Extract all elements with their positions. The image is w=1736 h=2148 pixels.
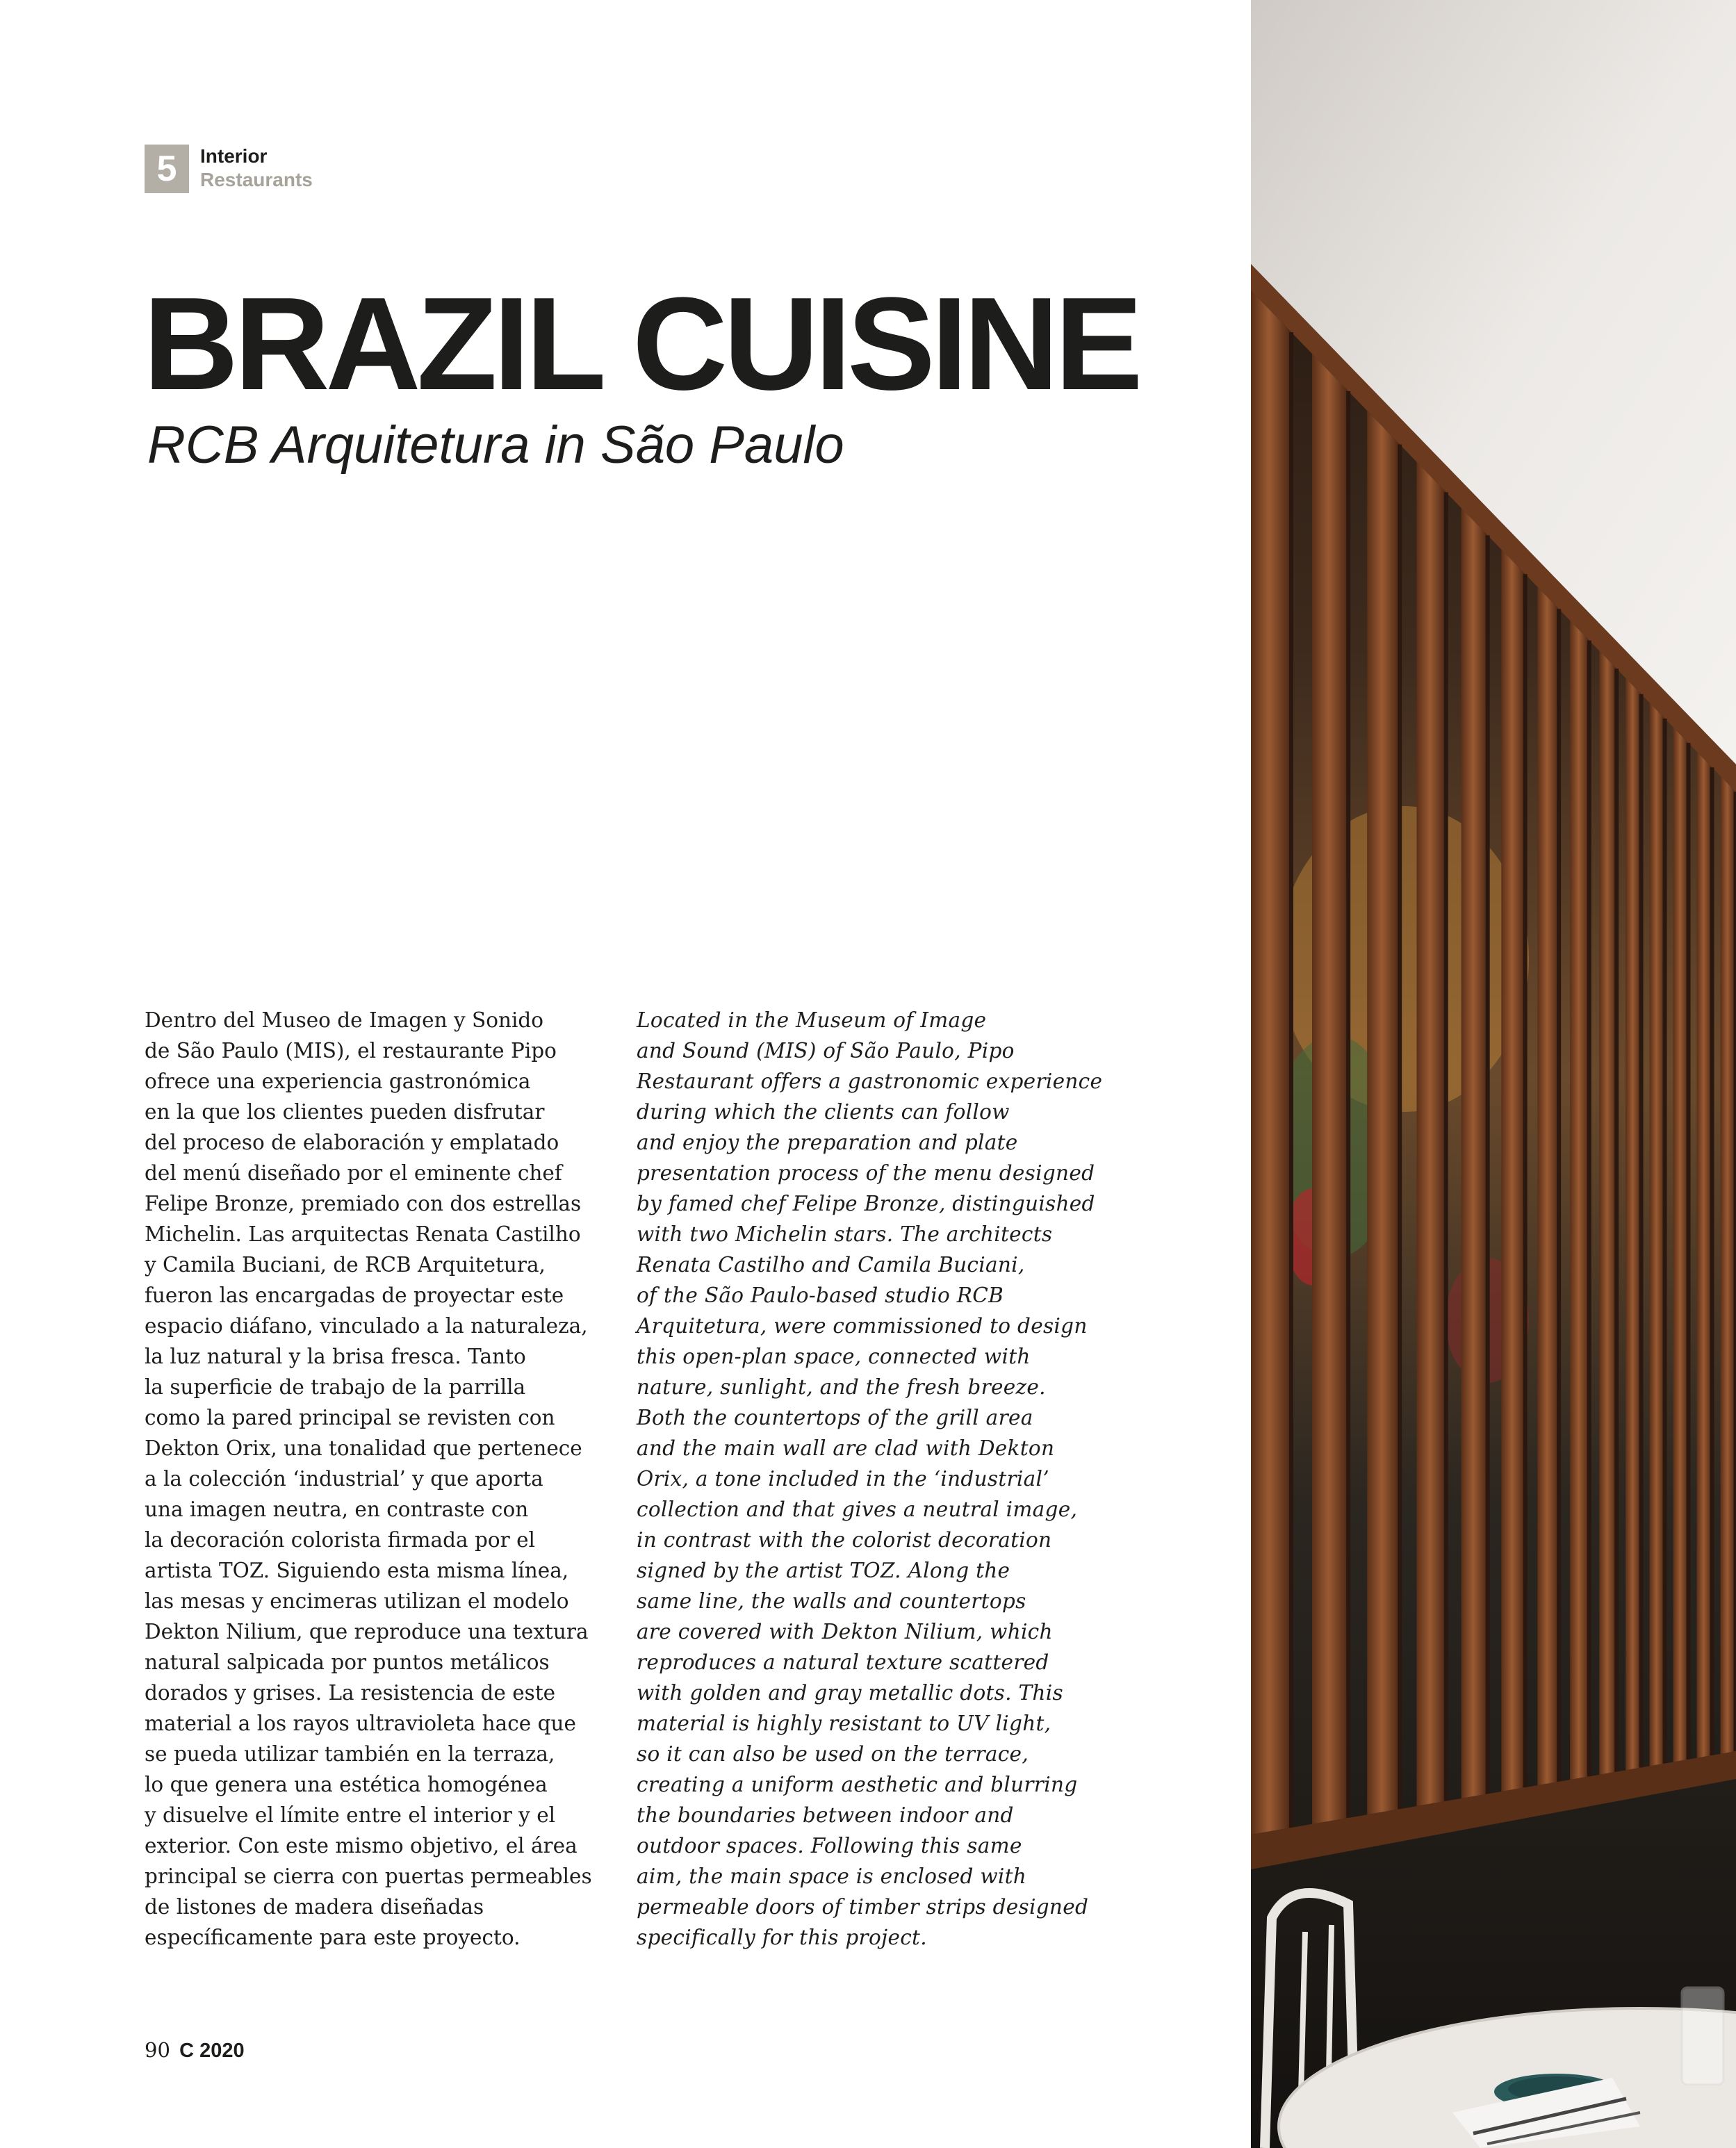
es-line: la luz natural y la brisa fresca. Tanto	[145, 1345, 526, 1368]
en-line: nature, sunlight, and the fresh breeze.	[637, 1375, 1046, 1399]
timber-slat	[1650, 703, 1665, 1766]
timber-slat	[1501, 550, 1525, 1792]
es-line: fueron las encargadas de proyectar este	[145, 1284, 564, 1307]
en-line: signed by the artist TOZ. Along the	[637, 1559, 1010, 1582]
en-line: and enjoy the preparation and plate	[637, 1131, 1018, 1154]
restaurant-photo	[1251, 0, 1736, 2148]
en-line: same line, the walls and countertops	[637, 1589, 1026, 1613]
es-line: y disuelve el límite entre el interior y el	[145, 1803, 556, 1827]
es-line: ofrece una experiencia gastronómica	[145, 1069, 531, 1093]
en-line: Restaurant offers a gastronomic experience	[637, 1069, 1103, 1093]
timber-slat	[1697, 752, 1712, 1758]
section-tag	[145, 145, 313, 193]
en-line: and Sound (MIS) of São Paulo, Pipo	[637, 1039, 1015, 1063]
en-line: collection and that gives a neutral image,	[637, 1498, 1078, 1521]
page-folio	[145, 2036, 245, 2065]
es-line: y Camila Buciani, de RCB Arquitetura,	[145, 1253, 546, 1277]
es-line: material a los rayos ultravioleta hace que	[145, 1712, 576, 1735]
en-line: during which the clients can follow	[637, 1100, 1010, 1124]
page-number: 90	[145, 2038, 170, 2062]
es-line: lo que genera una estética homogénea	[145, 1773, 548, 1796]
en-line: and the main wall are clad with Dekton	[637, 1436, 1055, 1460]
es-line: Dekton Nilium, que reproduce una textura	[145, 1620, 589, 1643]
en-line: material is highly resistant to UV light,	[637, 1712, 1051, 1735]
es-line: dorados y grises. La resistencia de este	[145, 1681, 556, 1705]
magazine-issue: C 2020	[179, 2040, 245, 2062]
section-subcategory: Restaurants	[200, 169, 313, 190]
article-title: BRAZIL CUISINE	[143, 270, 1139, 418]
es-line: las mesas y encimeras utilizan el modelo	[145, 1589, 569, 1613]
article-subtitle: RCB Arquitetura in São Paulo	[147, 416, 844, 475]
es-line: específicamente para este proyecto.	[145, 1926, 521, 1949]
en-line: in contrast with the colorist decoration	[637, 1528, 1052, 1552]
en-line: presentation process of the menu designed	[637, 1161, 1095, 1185]
es-line: del menú diseñado por el eminente chef	[145, 1161, 562, 1185]
section-category: Interior	[200, 145, 268, 167]
en-line: Located in the Museum of Image	[637, 1008, 987, 1032]
es-line: de São Paulo (MIS), el restaurante Pipo	[145, 1039, 557, 1063]
timber-slat	[1312, 354, 1348, 1824]
en-line: reproduces a natural texture scattered	[637, 1650, 1049, 1674]
es-line: la decoración colorista firmada por el	[145, 1528, 535, 1552]
timber-slat	[1461, 508, 1488, 1798]
timber-slat	[1626, 678, 1641, 1771]
en-line: Orix, a tone included in the ‘industrial’	[637, 1467, 1049, 1491]
es-line: espacio diáfano, vinculado a la naturaleza,	[145, 1314, 588, 1338]
es-line: Felipe Bronze, premiado con dos estrellas	[145, 1192, 582, 1215]
timber-slat	[1416, 462, 1446, 1806]
body-text-english	[637, 1005, 1102, 1953]
en-line: with golden and gray metallic dots. This	[637, 1681, 1063, 1705]
en-line: so it can also be used on the terrace,	[637, 1742, 1029, 1766]
es-line: se pueda utilizar también en la terraza,	[145, 1742, 555, 1766]
en-line: this open-plan space, connected with	[637, 1345, 1031, 1368]
es-line: Dekton Orix, una tonalidad que pertenece	[145, 1436, 582, 1460]
timber-slat	[1673, 727, 1689, 1762]
es-line: una imagen neutra, en contraste con	[145, 1498, 529, 1521]
es-line: Michelin. Las arquitectas Renata Castilho	[145, 1222, 581, 1246]
timber-slat	[1367, 411, 1400, 1814]
es-line: exterior. Con este mismo objetivo, el área	[145, 1834, 578, 1858]
en-line: specifically for this project.	[637, 1926, 927, 1949]
en-line: are covered with Dekton Nilium, which	[637, 1620, 1053, 1643]
en-line: outdoor spaces. Following this same	[637, 1834, 1022, 1858]
en-line: permeable doors of timber strips designed	[637, 1895, 1089, 1919]
en-line: Renata Castilho and Camila Buciani,	[637, 1253, 1025, 1277]
es-line: del proceso de elaboración y emplatado	[145, 1131, 559, 1154]
es-line: Dentro del Museo de Imagen y Sonido	[145, 1008, 544, 1032]
en-line: the boundaries between indoor and	[637, 1803, 1014, 1827]
body-text-spanish	[145, 1005, 592, 1953]
timber-slat	[1570, 621, 1589, 1780]
timber-slat	[1537, 587, 1559, 1786]
es-line: natural salpicada por puntos metálicos	[145, 1650, 550, 1674]
timber-slat	[1251, 290, 1291, 1835]
es-line: en la que los clientes pueden disfrutar	[145, 1100, 545, 1124]
en-line: by famed chef Felipe Bronze, distinguished	[637, 1192, 1095, 1215]
es-line: la superficie de trabajo de la parrilla	[145, 1375, 526, 1399]
timber-slat	[1599, 650, 1616, 1774]
en-line: creating a uniform aesthetic and blurring	[637, 1773, 1078, 1796]
section-labels	[200, 145, 313, 192]
es-line: a la colección ‘industrial’ y que aporta	[145, 1467, 543, 1491]
es-line: de listones de madera diseñadas	[145, 1895, 484, 1919]
es-line: artista TOZ. Siguiendo esta misma línea,	[145, 1559, 569, 1582]
en-line: of the São Paulo-based studio RCB	[637, 1284, 1004, 1307]
section-number: 5	[145, 145, 189, 193]
photo-illustration	[1251, 0, 1736, 2148]
en-line: Both the countertops of the grill area	[637, 1406, 1033, 1429]
timber-slat	[1721, 776, 1736, 1754]
en-line: Arquitetura, were commissioned to design	[637, 1314, 1088, 1338]
en-line: with two Michelin stars. The architects	[637, 1222, 1053, 1246]
es-line: como la pared principal se revisten con	[145, 1406, 555, 1429]
es-line: principal se cierra con puertas permeables	[145, 1864, 592, 1888]
en-line: aim, the main space is enclosed with	[637, 1864, 1027, 1888]
